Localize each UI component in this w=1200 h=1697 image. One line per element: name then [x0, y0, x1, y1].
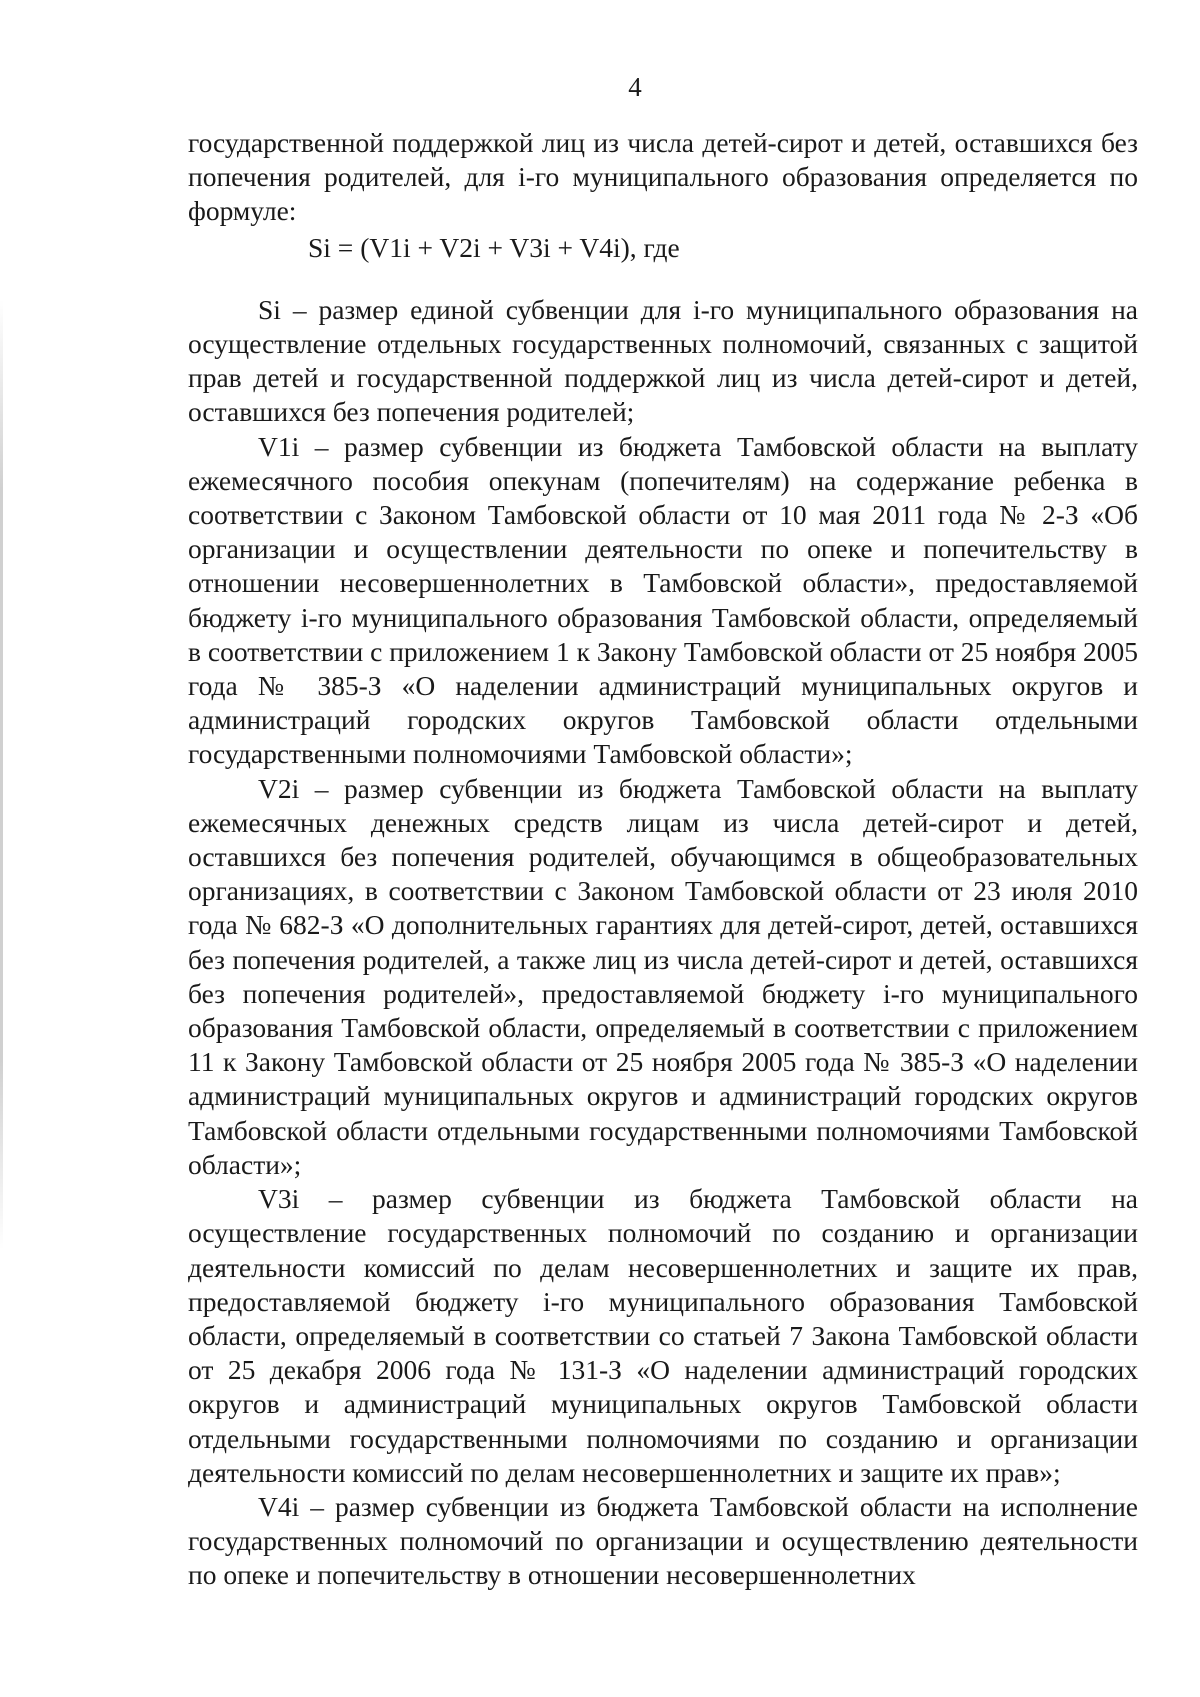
definition-si: Si – размер единой субвенции для i-го муниципального образования на осуществление отдельных государственных полномочий, связанных с защитой прав детей и государственной поддержкой лиц из числа детей-сирот и детей, оставшихся без попечения родителей; [188, 293, 1138, 428]
intro-paragraph: государственной поддержкой лиц из числа детей-сирот и детей, оставшихся без попечения родителей, для i-го муниципального образования определяется по формуле: [188, 127, 1138, 227]
document-body [188, 126, 1138, 1593]
scan-edge-shadow [0, 300, 3, 1250]
definition-v2i: V2i – размер субвенции из бюджета Тамбовской области на выплату ежемесячных денежных средств лицам из числа детей-сирот и детей, оставшихся без попечения родителей, обучающимся в общеобразовательных организациях, в соответствии с Законом Тамбовской области от 23 июля 2010 года № 682-З «О дополнительных гарантиях для детей-сирот, детей, оставшихся без попечения родителей, а также лиц из числа детей-сирот и детей, оставшихся без попечения родителей», предоставляемой бюджету i-го муниципального образования Тамбовской области, определяемый в соответствии с приложением 11 к Закону Тамбовской области от 25 ноября 2005 года № 385-З «О наделении администраций муниципальных округов и администраций городских округов Тамбовской области отдельными государственными полномочиями Тамбовской области»; [188, 772, 1138, 1180]
formula: Si = (V1i + V2i + V3i + V4i), где [308, 231, 680, 263]
definition-v1i: V1i – размер субвенции из бюджета Тамбовской области на выплату ежемесячного пособия опекунам (попечителям) на содержание ребенка в соответствии с Законом Тамбовской области от 10 мая 2011 года № 2-З «Об организации и осуществлении деятельности по опеке и попечительству в отношении несовершеннолетних в Тамбовской области», предоставляемой бюджету i-го муниципального образования Тамбовской области, определяемый в соответствии с приложением 1 к Закону Тамбовской области от 25 ноября 2005 года № 385-З «О наделении администраций муниципальных округов и администраций городских округов Тамбовской области отдельными государственными полномочиями Тамбовской области»; [188, 430, 1138, 770]
page-number: 4 [628, 72, 642, 102]
definition-v3i: V3i – размер субвенции из бюджета Тамбовской области на осуществление государственных полномочий по созданию и организации деятельности комиссий по делам несовершеннолетних и защите их прав, предоставляемой бюджету i-го муниципального образования Тамбовской области, определяемый в соответствии со статьей 7 Закона Тамбовской области от 25 декабря 2006 года № 131-З «О наделении администраций городских округов и администраций муниципальных округов Тамбовской области отдельными государственными полномочиями по созданию и организации деятельности комиссий по делам несовершеннолетних и защите их прав»; [188, 1183, 1138, 1488]
definition-v4i: V4i – размер субвенции из бюджета Тамбовской области на исполнение государственных полномочий по организации и осуществлению деятельности по опеке и попечительству в отношении несовершеннолетних [188, 1490, 1138, 1591]
